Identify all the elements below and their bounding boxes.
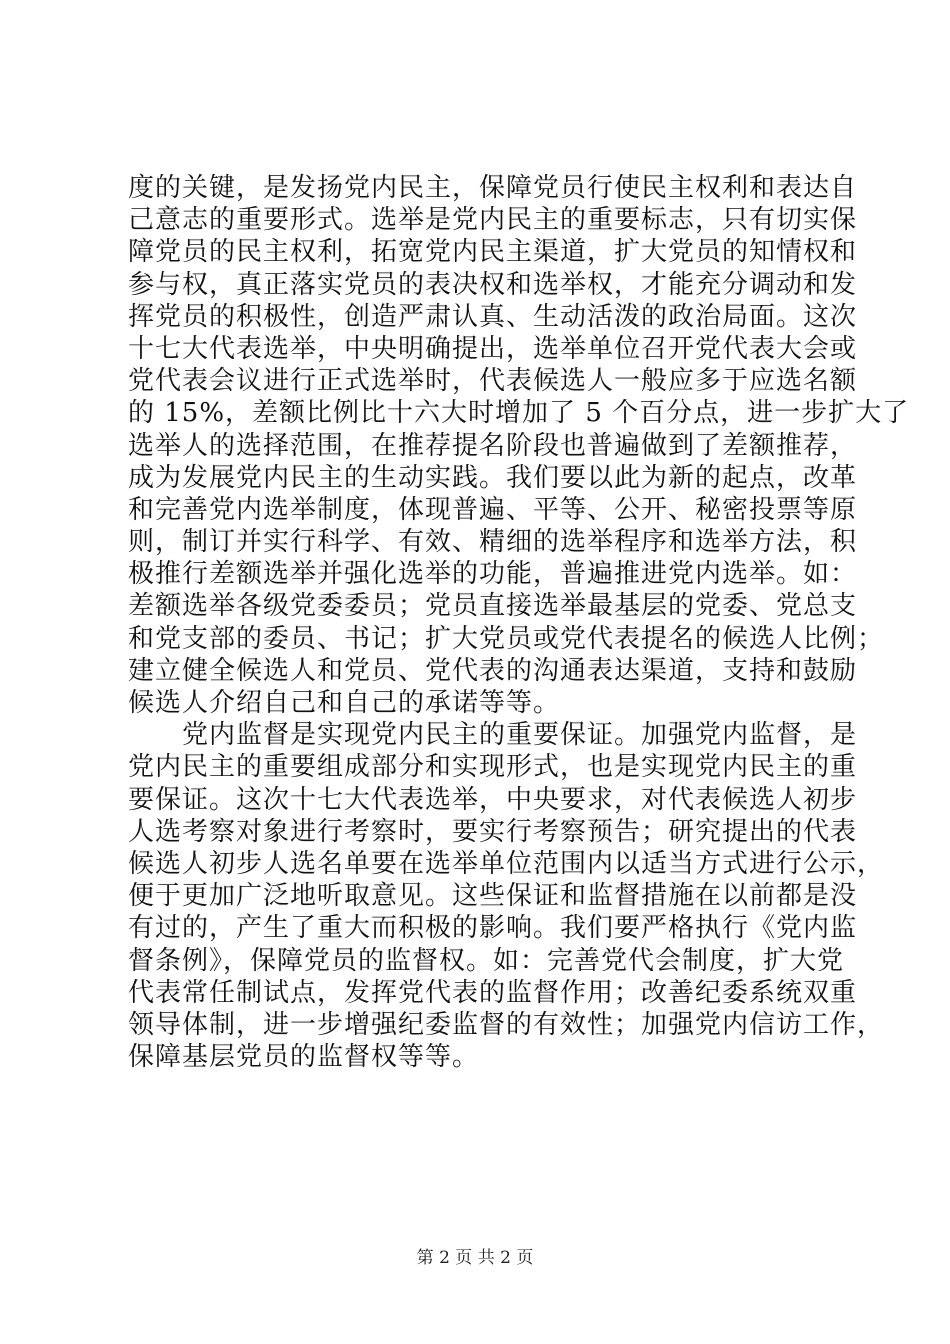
paragraph-line: 领导体制，进一步增强纪委监督的有效性；加强党内信访工作， xyxy=(128,1009,885,1040)
paragraph-line: 党内民主的重要组成部分和实现形式，也是实现党内民主的重 xyxy=(128,752,858,783)
paragraph-line: 差额选举各级党委委员；党员直接选举最基层的党委、党总支 xyxy=(128,591,858,622)
paragraph-line: 则，制订并实行科学、有效、精细的选举程序和选举方法，积 xyxy=(128,527,858,558)
paragraph-line: 有过的，产生了重大而积极的影响。我们要严格执行《党内监 xyxy=(128,913,858,944)
paragraph-line: 党代表会议进行正式选举时，代表候选人一般应多于应选名额 xyxy=(128,366,858,397)
paragraph-line: 便于更加广泛地听取意见。这些保证和监督措施在以前都是没 xyxy=(128,881,858,912)
paragraph-line: 己意志的重要形式。选举是党内民主的重要标志，只有切实保 xyxy=(128,205,858,236)
paragraph-line: 候选人初步人选名单要在选举单位范围内以适当方式进行公示， xyxy=(128,848,885,879)
paragraph-2 xyxy=(128,719,885,1073)
paragraph-line: 人选考察对象进行考察时，要实行考察预告；研究提出的代表 xyxy=(128,816,858,847)
paragraph-line: 保障基层党员的监督权等等。 xyxy=(128,1042,480,1073)
paragraph-line: 督条例》，保障党员的监督权。如：完善党代会制度，扩大党 xyxy=(128,945,845,976)
paragraph-line: 建立健全候选人和党员、党代表的沟通表达渠道，支持和鼓励 xyxy=(128,655,858,686)
paragraph-line: 的 15%，差额比例比十六大时增加了 5 个百分点，进一步扩大了 xyxy=(128,398,910,429)
paragraph-line: 选举人的选择范围，在推荐提名阶段也普遍做到了差额推荐， xyxy=(128,430,858,461)
paragraph-line: 成为发展党内民主的生动实践。我们要以此为新的起点，改革 xyxy=(128,462,858,493)
page-number-footer: 第 2 页 共 2 页 xyxy=(416,1248,534,1268)
paragraph-line: 十七大代表选举，中央明确提出，选举单位召开党代表大会或 xyxy=(128,333,858,364)
paragraph-line: 候选人介绍自己和自己的承诺等等。 xyxy=(128,688,561,718)
paragraph-line: 和完善党内选举制度，体现普遍、平等、公开、秘密投票等原 xyxy=(128,494,858,525)
paragraph-line: 党内监督是实现党内民主的重要保证。加强党内监督，是 xyxy=(182,720,858,751)
paragraph-1 xyxy=(128,172,910,719)
paragraph-line: 和党支部的委员、书记；扩大党员或党代表提名的候选人比例； xyxy=(128,623,885,654)
paragraph-line: 要保证。这次十七大代表选举，中央要求，对代表候选人初步 xyxy=(128,784,858,815)
paragraph-line: 障党员的民主权利，拓宽党内民主渠道，扩大党员的知情权和 xyxy=(128,237,858,268)
document-body xyxy=(128,172,910,1073)
paragraph-line: 度的关键，是发扬党内民主，保障党员行使民主权利和表达自 xyxy=(128,173,858,203)
paragraph-line: 极推行差额选举并强化选举的功能，普遍推进党内选举。如： xyxy=(128,559,858,590)
paragraph-line: 代表常任制试点，发挥党代表的监督作用；改善纪委系统双重 xyxy=(128,977,858,1008)
paragraph-line: 挥党员的积极性，创造严肃认真、生动活泼的政治局面。这次 xyxy=(128,301,858,332)
paragraph-line: 参与权，真正落实党员的表决权和选举权，才能充分调动和发 xyxy=(128,269,858,300)
